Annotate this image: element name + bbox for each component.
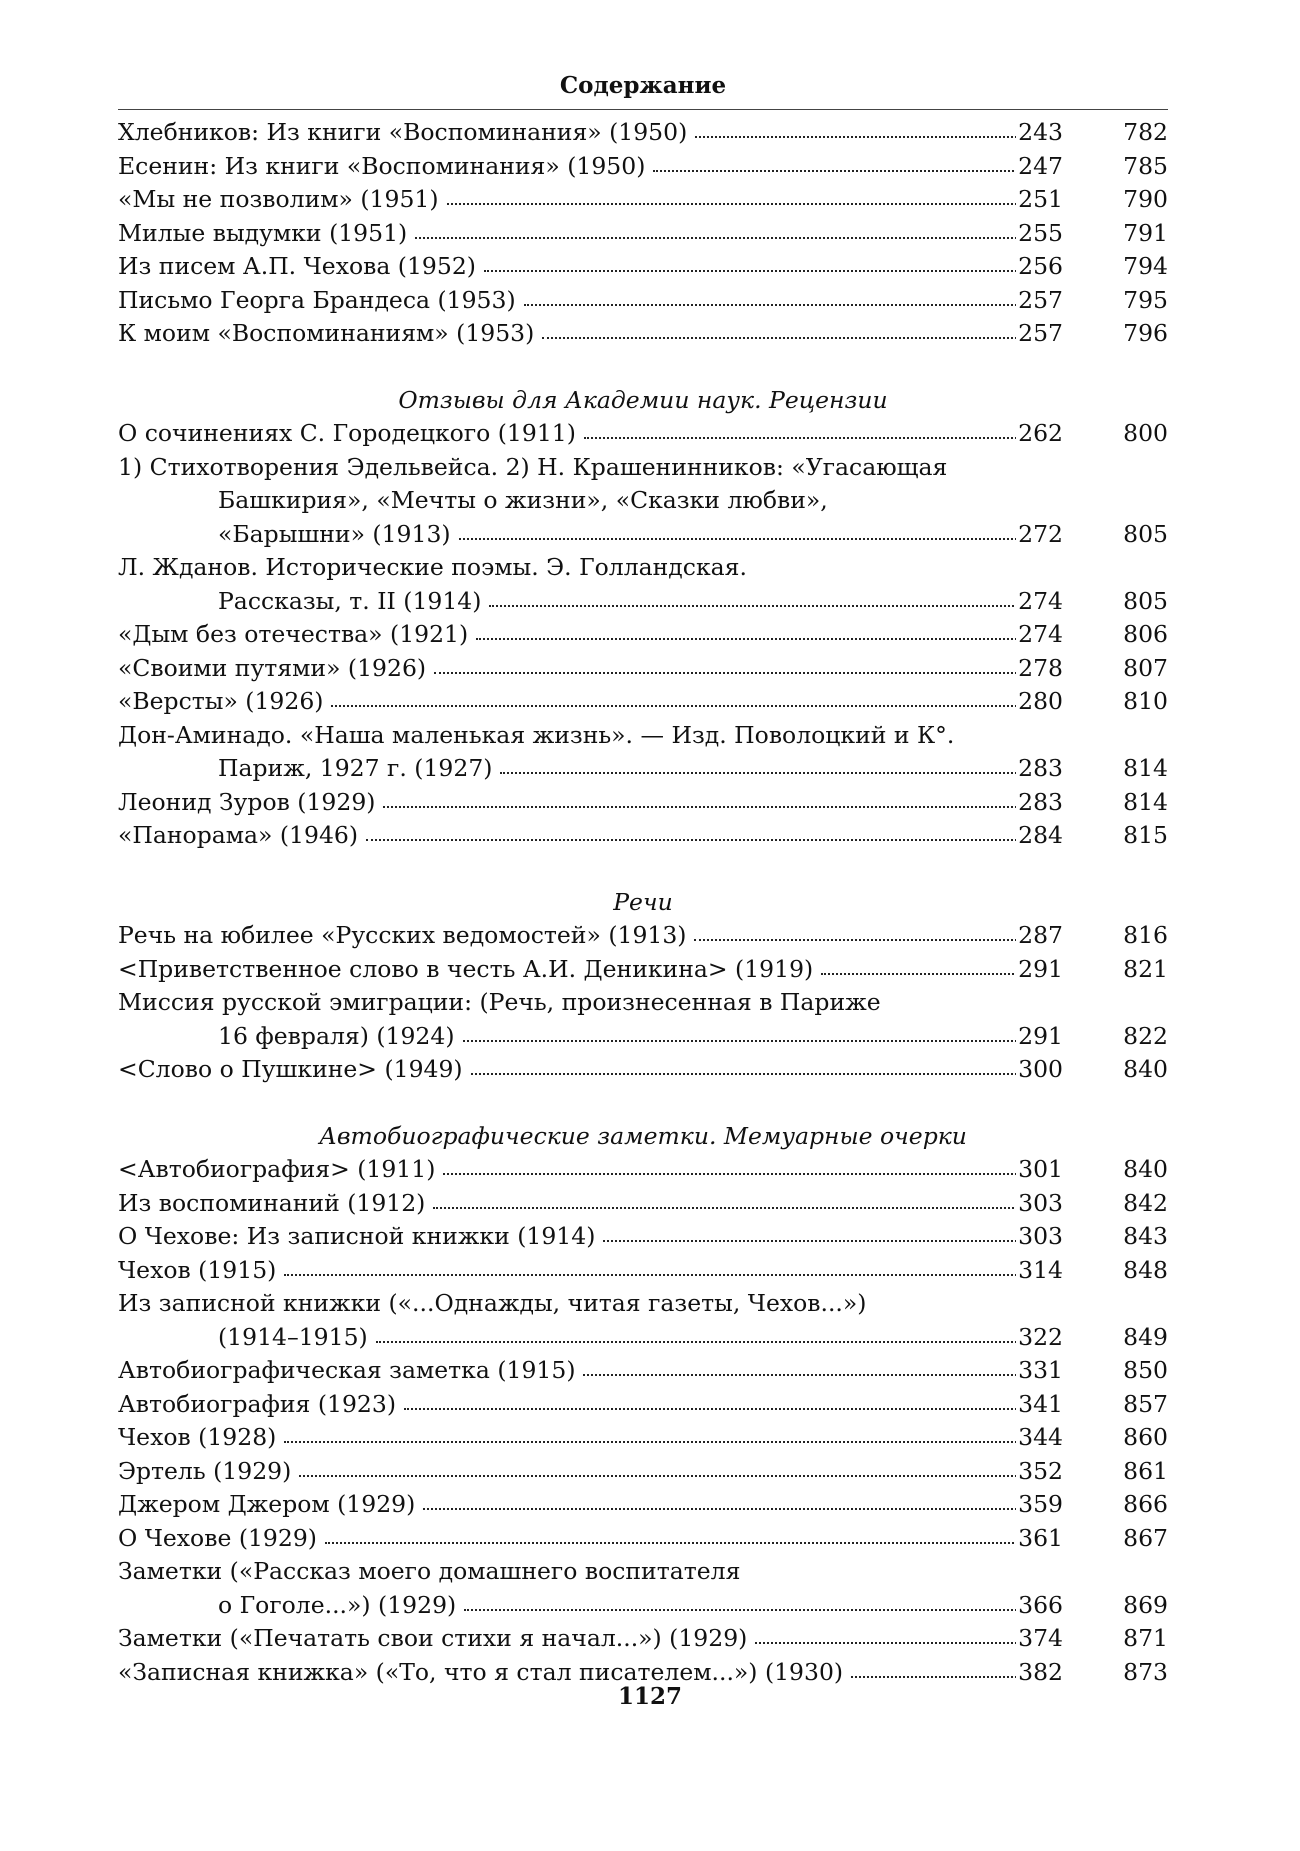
- commentary-page-number: 840: [1123, 1055, 1168, 1083]
- toc-entry: [118, 986, 1168, 1053]
- dot-leader: [284, 1435, 1057, 1443]
- text-page-number: 331: [1016, 1354, 1063, 1388]
- dot-leader: [433, 1201, 1057, 1209]
- text-page-number: 280: [1016, 685, 1063, 719]
- entry-title: «Панорама» (1946): [118, 821, 359, 849]
- toc-entry: [118, 284, 1168, 318]
- commentary-page-number: 810: [1123, 687, 1168, 715]
- text-page-number: 243: [1016, 116, 1063, 150]
- toc-entry-line: [118, 652, 1168, 686]
- commentary-page-number: 785: [1123, 151, 1168, 180]
- entry-title: «Мы не позволим» (1951): [118, 185, 439, 213]
- entry-title: «Дым без отечества» (1921): [118, 620, 469, 648]
- entry-title: о Гоголе...») (1929): [218, 1590, 457, 1619]
- toc-entry-line: [118, 217, 1168, 251]
- entry-title: Рассказы, т. II (1914): [218, 586, 482, 615]
- toc-entry: [118, 1455, 1168, 1489]
- toc-entry-line: [118, 1388, 1168, 1422]
- toc-entry: [118, 719, 1168, 786]
- text-page-number: 303: [1016, 1187, 1063, 1221]
- dot-leader: [653, 164, 1057, 172]
- toc-entry: [118, 250, 1168, 284]
- toc-entry: [118, 183, 1168, 217]
- commentary-page-number: 796: [1123, 319, 1168, 347]
- text-page-number: 359: [1016, 1488, 1063, 1522]
- toc-entry-line: [118, 551, 1168, 585]
- entry-title: «Записная книжка» («То, что я стал писателем...») (1930): [118, 1657, 844, 1686]
- dot-leader: [583, 1368, 1057, 1376]
- dot-leader: [694, 933, 1057, 941]
- toc-entry-line: [118, 1020, 1168, 1054]
- text-page-number: 274: [1016, 618, 1063, 652]
- toc-page: [118, 70, 1168, 1830]
- commentary-page-number: 842: [1123, 1188, 1168, 1217]
- dot-leader: [447, 197, 1057, 205]
- dot-leader: [299, 1469, 1057, 1477]
- entry-title: Миссия русской эмиграции: (Речь, произнесенная в Париже: [118, 988, 881, 1016]
- toc-entry: [118, 1622, 1168, 1656]
- commentary-page-number: 848: [1123, 1255, 1168, 1284]
- toc-entry: [118, 1254, 1168, 1288]
- toc-entry-line: [118, 1522, 1168, 1556]
- commentary-page-number: 850: [1123, 1356, 1168, 1384]
- commentary-page-number: 873: [1123, 1657, 1168, 1686]
- dot-leader: [476, 632, 1057, 640]
- toc-entry: [118, 786, 1168, 820]
- entry-title: <Слово о Пушкине> (1949): [118, 1055, 463, 1083]
- toc-entry: [118, 217, 1168, 251]
- toc-entry: [118, 1187, 1168, 1221]
- commentary-page-number: 860: [1123, 1423, 1168, 1451]
- entry-title: Из воспоминаний (1912): [118, 1188, 426, 1217]
- text-page-number: 344: [1016, 1421, 1063, 1455]
- text-page-number: 314: [1016, 1254, 1063, 1288]
- toc-entry: [118, 1522, 1168, 1556]
- entry-title: К моим «Воспоминаниям» (1953): [118, 319, 535, 347]
- entry-title: Л. Жданов. Исторические поэмы. Э. Голландская.: [118, 553, 747, 581]
- toc-entry-line: [118, 1622, 1168, 1656]
- dot-leader: [484, 264, 1057, 272]
- commentary-page-number: 861: [1123, 1456, 1168, 1485]
- toc-entry-line: [118, 451, 1168, 485]
- dot-leader: [415, 231, 1057, 239]
- toc-entry-line: [118, 1555, 1168, 1589]
- text-page-number: 291: [1016, 1020, 1063, 1054]
- toc-entry: [118, 150, 1168, 184]
- toc-entry-line: [118, 1053, 1168, 1087]
- entry-title: 1) Стихотворения Эдельвейса. 2) Н. Крашенинников: «Угасающая: [118, 452, 948, 481]
- toc-entry: [118, 1053, 1168, 1087]
- entry-title: Заметки («Рассказ моего домашнего воспитателя: [118, 1557, 741, 1585]
- entry-title: Из записной книжки («...Однажды, читая газеты, Чехов...»): [118, 1289, 867, 1317]
- commentary-page-number: 866: [1123, 1490, 1168, 1518]
- text-page-number: 272: [1016, 518, 1063, 552]
- dot-leader: [463, 1034, 1058, 1042]
- commentary-page-number: 806: [1123, 620, 1168, 648]
- text-page-number: 274: [1016, 585, 1063, 619]
- toc-section: [118, 886, 1168, 1087]
- commentary-page-number: 805: [1123, 586, 1168, 615]
- toc-entry-line: [118, 116, 1168, 150]
- text-page-number: 291: [1016, 953, 1063, 987]
- dot-leader: [603, 1234, 1057, 1242]
- commentary-page-number: 805: [1123, 519, 1168, 548]
- dot-leader: [584, 431, 1057, 439]
- entry-title: <Автобиография> (1911): [118, 1155, 436, 1183]
- toc-section: [118, 1120, 1168, 1690]
- toc-entry: [118, 652, 1168, 686]
- entry-title: Письмо Георга Брандеса (1953): [118, 285, 516, 314]
- toc-entry-line: [118, 1153, 1168, 1187]
- entry-title: Джером Джером (1929): [118, 1490, 416, 1518]
- dot-leader: [489, 599, 1057, 607]
- commentary-page-number: 807: [1123, 653, 1168, 682]
- dot-leader: [325, 1536, 1057, 1544]
- text-page-number: 284: [1016, 819, 1063, 853]
- toc-entry-line: [118, 1187, 1168, 1221]
- dot-leader: [695, 130, 1057, 138]
- text-page-number: 341: [1016, 1388, 1063, 1422]
- toc-entry: [118, 116, 1168, 150]
- dot-leader: [459, 532, 1057, 540]
- section-title: Речи: [613, 887, 673, 916]
- page-number: 1127: [617, 1683, 682, 1710]
- toc-entry-line: [118, 484, 1168, 518]
- text-page-number: 247: [1016, 150, 1063, 184]
- entry-title: Хлебников: Из книги «Воспоминания» (1950): [118, 118, 688, 146]
- toc-entry-line: [118, 919, 1168, 953]
- toc-entry: [118, 317, 1168, 351]
- entry-title: Париж, 1927 г. (1927): [218, 754, 493, 782]
- text-page-number: 257: [1016, 284, 1063, 318]
- text-page-number: 322: [1016, 1321, 1063, 1355]
- toc-entry: [118, 919, 1168, 953]
- section-title: Отзывы для Академии наук. Рецензии: [398, 385, 888, 414]
- toc-entry: [118, 618, 1168, 652]
- toc-entry-line: [118, 1254, 1168, 1288]
- toc-entry-line: [118, 284, 1168, 318]
- entry-title: Леонид Зуров (1929): [118, 787, 376, 816]
- entry-title: Эртель (1929): [118, 1456, 292, 1485]
- text-page-number: 287: [1016, 919, 1063, 953]
- entry-title: Автобиография (1923): [118, 1389, 396, 1418]
- toc-entry-line: [118, 1656, 1168, 1690]
- entry-title: Чехов (1915): [118, 1255, 277, 1284]
- dot-leader: [376, 1335, 1057, 1343]
- toc-entry: [118, 1354, 1168, 1388]
- entry-title: О сочинениях С. Городецкого (1911): [118, 419, 576, 447]
- commentary-page-number: 871: [1123, 1624, 1168, 1652]
- toc-section: [118, 116, 1168, 351]
- toc-entry: [118, 417, 1168, 451]
- toc-entry-line: [118, 953, 1168, 987]
- toc-entry-line: [118, 752, 1168, 786]
- dot-leader: [383, 800, 1057, 808]
- commentary-page-number: 800: [1123, 419, 1168, 447]
- toc-entry: [118, 1287, 1168, 1354]
- toc-entry: [118, 819, 1168, 853]
- toc-entry: [118, 953, 1168, 987]
- running-head: Содержание: [118, 70, 1168, 110]
- dot-leader: [464, 1603, 1057, 1611]
- text-page-number: 382: [1016, 1656, 1063, 1690]
- entry-title: О Чехове: Из записной книжки (1914): [118, 1222, 596, 1250]
- commentary-page-number: 795: [1123, 285, 1168, 314]
- toc-entry-line: [118, 719, 1168, 753]
- toc-entry-line: [118, 1488, 1168, 1522]
- toc-entry-line: [118, 1321, 1168, 1355]
- toc-entry-line: [118, 183, 1168, 217]
- commentary-page-number: 790: [1123, 185, 1168, 213]
- commentary-page-number: 794: [1123, 252, 1168, 280]
- commentary-page-number: 857: [1123, 1389, 1168, 1418]
- toc-section: [118, 384, 1168, 853]
- commentary-page-number: 840: [1123, 1155, 1168, 1183]
- entry-title: Заметки («Печатать свои стихи я начал...») (1929): [118, 1624, 748, 1652]
- toc-entry-line: [118, 1455, 1168, 1489]
- dot-leader: [542, 331, 1057, 339]
- toc-entry-line: [118, 1220, 1168, 1254]
- toc-entry-line: [118, 1589, 1168, 1623]
- entry-title: «Версты» (1926): [118, 687, 324, 715]
- entry-title: Автобиографическая заметка (1915): [118, 1356, 576, 1384]
- commentary-page-number: 821: [1123, 954, 1168, 983]
- toc-entry: [118, 1488, 1168, 1522]
- text-page-number: 283: [1016, 752, 1063, 786]
- text-page-number: 301: [1016, 1153, 1063, 1187]
- toc-entry: [118, 685, 1168, 719]
- text-page-number: 255: [1016, 217, 1063, 251]
- toc-entry: [118, 1656, 1168, 1690]
- entry-title: Чехов (1928): [118, 1423, 277, 1451]
- entry-title: «Своими путями» (1926): [118, 653, 427, 682]
- toc-entry-line: [118, 417, 1168, 451]
- dot-leader: [434, 666, 1057, 674]
- toc-entry-line: [118, 150, 1168, 184]
- entry-title: Башкирия», «Мечты о жизни», «Сказки любви»,: [218, 486, 828, 514]
- toc-entry-line: [118, 518, 1168, 552]
- section-title: Автобиографические заметки. Мемуарные очерки: [319, 1121, 967, 1150]
- entry-title: О Чехове (1929): [118, 1523, 317, 1552]
- entry-title: Из писем А.П. Чехова (1952): [118, 252, 476, 280]
- toc-entry: [118, 551, 1168, 618]
- text-page-number: 257: [1016, 317, 1063, 351]
- toc-entry-line: [118, 986, 1168, 1020]
- toc-entry-line: [118, 1287, 1168, 1321]
- dot-leader: [500, 766, 1057, 774]
- toc-entry-line: [118, 585, 1168, 619]
- toc-entry-line: [118, 786, 1168, 820]
- commentary-page-number: 843: [1123, 1222, 1168, 1250]
- text-page-number: 251: [1016, 183, 1063, 217]
- dot-leader: [331, 699, 1057, 707]
- commentary-page-number: 814: [1123, 754, 1168, 782]
- commentary-page-number: 849: [1123, 1322, 1168, 1351]
- entry-title: «Барышни» (1913): [218, 519, 451, 548]
- toc-entry: [118, 1220, 1168, 1254]
- commentary-page-number: 867: [1123, 1523, 1168, 1552]
- commentary-page-number: 791: [1123, 218, 1168, 247]
- text-page-number: 256: [1016, 250, 1063, 284]
- text-page-number: 352: [1016, 1455, 1063, 1489]
- dot-leader: [423, 1502, 1057, 1510]
- dot-leader: [284, 1268, 1057, 1276]
- text-page-number: 366: [1016, 1589, 1063, 1623]
- toc-entry: [118, 451, 1168, 552]
- commentary-page-number: 815: [1123, 821, 1168, 849]
- commentary-page-number: 814: [1123, 787, 1168, 816]
- commentary-page-number: 822: [1123, 1021, 1168, 1050]
- toc-entry-line: [118, 1421, 1168, 1455]
- commentary-page-number: 816: [1123, 921, 1168, 949]
- toc-entry: [118, 1421, 1168, 1455]
- toc-entry: [118, 1555, 1168, 1622]
- dot-leader: [366, 833, 1057, 841]
- dot-leader: [443, 1167, 1057, 1175]
- text-page-number: 283: [1016, 786, 1063, 820]
- toc-entry: [118, 1153, 1168, 1187]
- toc-entry-line: [118, 317, 1168, 351]
- text-page-number: 278: [1016, 652, 1063, 686]
- text-page-number: 374: [1016, 1622, 1063, 1656]
- dot-leader: [404, 1402, 1057, 1410]
- entry-title: <Приветственное слово в честь А.И. Деникина> (1919): [118, 954, 814, 983]
- entry-title: Есенин: Из книги «Воспоминания» (1950): [118, 151, 646, 180]
- commentary-page-number: 869: [1123, 1590, 1168, 1619]
- dot-leader: [755, 1636, 1057, 1644]
- toc-entry-line: [118, 819, 1168, 853]
- dot-leader: [471, 1067, 1057, 1075]
- entry-title: Дон-Аминадо. «Наша маленькая жизнь». — Изд. Поволоцкий и К°.: [118, 720, 955, 749]
- commentary-page-number: 782: [1123, 118, 1168, 146]
- text-page-number: 300: [1016, 1053, 1063, 1087]
- toc-entry-line: [118, 250, 1168, 284]
- toc-entry: [118, 1388, 1168, 1422]
- entry-title: (1914–1915): [218, 1322, 368, 1351]
- toc-entry-line: [118, 618, 1168, 652]
- entry-title: 16 февраля) (1924): [218, 1021, 455, 1050]
- text-page-number: 262: [1016, 417, 1063, 451]
- toc-entries: [118, 116, 1168, 1689]
- text-page-number: 361: [1016, 1522, 1063, 1556]
- toc-entry-line: [118, 685, 1168, 719]
- entry-title: Речь на юбилее «Русских ведомостей» (1913): [118, 921, 687, 949]
- dot-leader: [524, 298, 1057, 306]
- toc-entry-line: [118, 1354, 1168, 1388]
- entry-title: Милые выдумки (1951): [118, 218, 408, 247]
- text-page-number: 303: [1016, 1220, 1063, 1254]
